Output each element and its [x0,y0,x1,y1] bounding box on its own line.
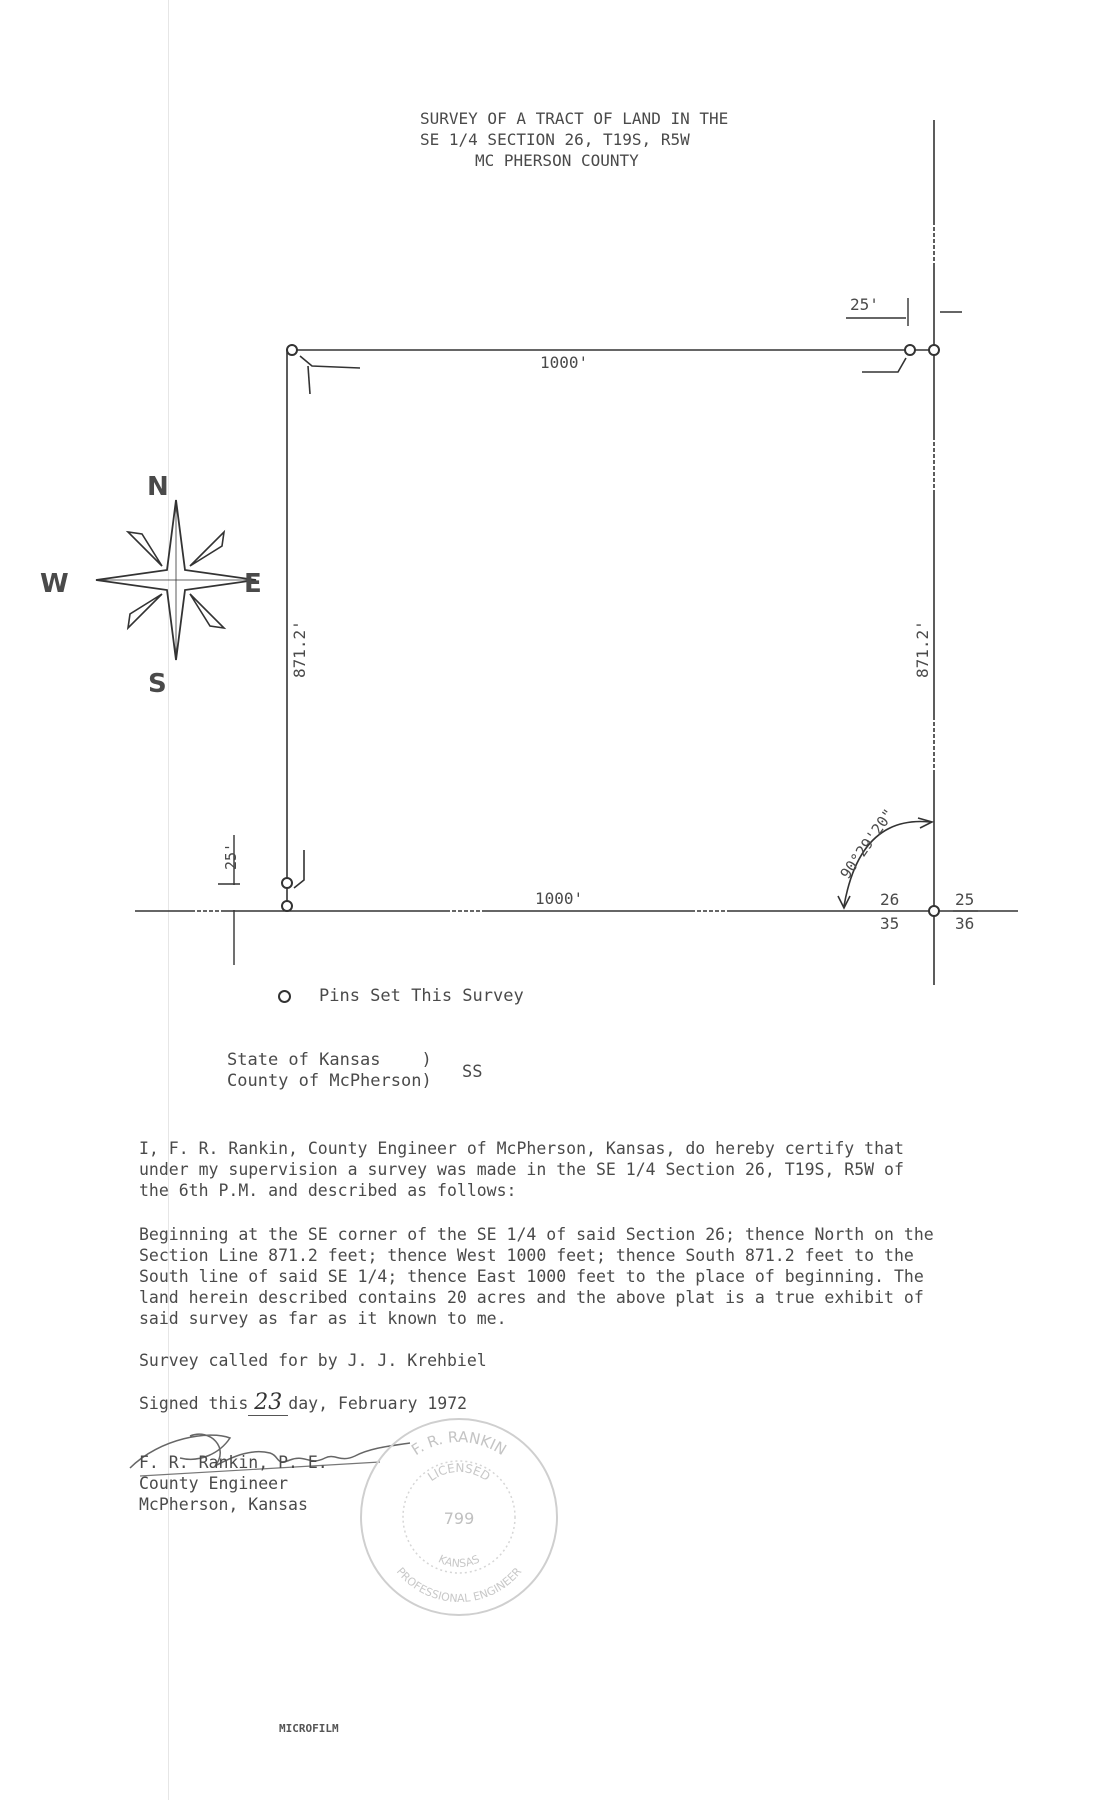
signed-prefix: Signed this [139,1394,249,1413]
seal-name-text: F. R. RANKIN [408,1427,510,1460]
compass-e: E [244,569,262,599]
venue-block [227,1050,483,1092]
description-paragraph: Beginning at the SE corner of the SE 1/4 of said Section 26; thence North on the Section Line 871.2 feet; thence West 1000 feet; thence South 871.2 feet to the South line of said SE 1/4; thence East 1000 feet to the place of beginning. The land herein described contains 20 acres and the above plat is a true exhibit of said survey as far as it known to me. [139,1225,934,1328]
seal-licensed-text: LICENSED [425,1460,493,1484]
signer-location: McPherson, Kansas [139,1495,308,1514]
venue-ss: SS [462,1062,483,1082]
seal-profession-text: PROFESSIONAL ENGINEER [393,1565,525,1606]
ne-arrow-icon [862,358,906,372]
certification-paragraph: I, F. R. Rankin, County Engineer of McPherson, Kansas, do hereby certify that under my supervision a survey was made in the SE 1/4 Section 26, T19S, R5W of the 6th P.M. and described as follows: [139,1139,904,1200]
section-35: 35 [880,914,900,933]
signed-day: 23 [248,1390,288,1416]
pin-se [929,906,939,916]
requested-by: Survey called for by J. J. Krehbiel [139,1351,487,1370]
east-dimension: 871.2' [913,620,932,678]
angle-label: 90°29'20" [836,805,898,883]
title-line-3: MC PHERSON COUNTY [475,151,639,170]
pin-ne [929,345,939,355]
south-dimension: 1000' [535,889,584,908]
title-line-1: SURVEY OF A TRACT OF LAND IN THE [420,109,729,128]
signer-title: County Engineer [139,1474,289,1493]
west-dimension: 871.2' [290,620,309,678]
compass-rose-icon [96,500,256,660]
offset-north-label: 25' [850,295,879,314]
title-line-2: SE 1/4 SECTION 26, T19S, R5W [420,130,690,149]
signature-block [139,1452,328,1515]
pin-icon [278,990,291,1003]
seal-number-text: 799 [443,1509,475,1528]
compass-n: N [147,472,169,502]
angle-arrow-icon [918,818,932,828]
seal-icon [354,1412,564,1622]
seal-state-text: KANSAS [436,1552,482,1571]
signer-name: F. R. Rankin, P. E. [139,1453,328,1472]
microfilm-stamp: MICROFILM [279,1722,339,1735]
nw-arrow-icon [300,356,360,368]
signed-suffix: day, February 1972 [288,1394,468,1413]
pin-nw [287,345,297,355]
offset-west-label: 25' [222,842,240,870]
pin-sw [282,901,292,911]
compass-w: W [40,569,69,599]
venue-state: State of Kansas ) [227,1050,432,1070]
pin-ne-inner [905,345,915,355]
compass-s: S [148,669,167,699]
engineer-seal [354,1412,564,1622]
legend [278,986,524,1006]
section-25: 25 [955,890,975,909]
north-dimension: 1000' [540,353,589,372]
section-36: 36 [955,914,975,933]
sw-arrow-icon [294,850,304,888]
pin-sw-inner [282,878,292,888]
section-26: 26 [880,890,900,909]
signed-date [139,1392,939,1414]
legend-label: Pins Set This Survey [319,986,524,1006]
venue-county: County of McPherson) [227,1071,432,1091]
nw-arrow-icon [308,366,310,394]
